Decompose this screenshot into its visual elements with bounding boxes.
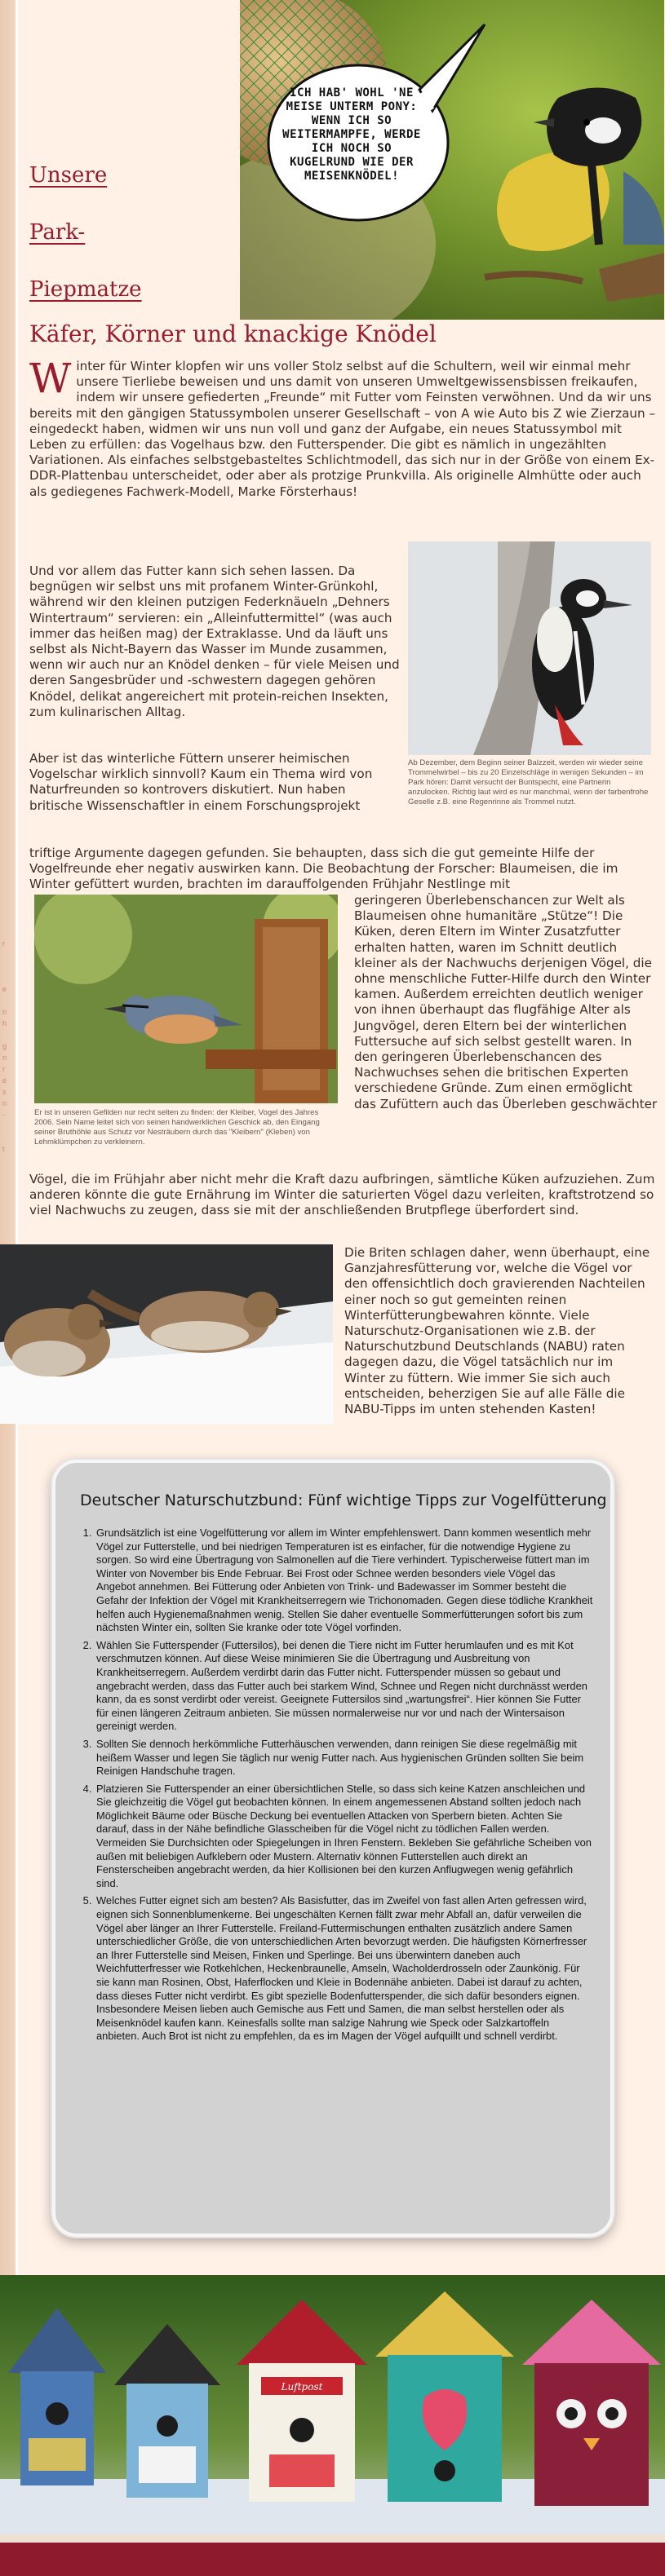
sparrows-photo bbox=[0, 1244, 333, 1424]
nuthatch-photo bbox=[34, 895, 338, 1103]
left-margin-strip bbox=[0, 0, 18, 2275]
paragraph-1: inter für Winter klopfen wir uns voller Stolz selbst auf die Schultern, weil wir einmal mehr unsere Tierliebe beweisen und uns damit von unseren Umweltgewissensbissen freikaufen, indem wir unsere gefiederten „Freunde“ mit Futter vom Feinsten verwöhnen. Und da wir uns bereits mit den gängigen Statussymbolen unserer Gesellschaft – von A wie Auto bis Z wie Zierzaun – eingedeckt haben, widmen wir uns nun voll und ganz der Aufgabe, ein neues Statussymbol mit Leben zu erfüllen: das Vogelhaus bzw. den Futterspender. Die gibt es nämlich in ungezählten Variationen. Als einfaches selbstgebasteltes Schlichtmodell, das sich nur in der Größe von einem Ex-DDR-Plattenbau unterscheidet, oder aber als protzige Prunkvilla. Als originelle Almhütte oder auch als gediegenes Fachwerk-Modell, Marke Försterhaus! bbox=[29, 359, 656, 499]
tip-item: 3. Sollten Sie dennoch herkömmliche Futterhäuschen verwenden, dann reinigen Sie diese regelmäßig mit heißem Wasser und legen Sie täglich nur wenig Futter nach. Aus hygienischen Gründen sollten Sie beim Reinigen Handschuhe tragen. bbox=[95, 1738, 594, 1778]
paragraph-2: Und vor allem das Futter kann sich sehen lassen. Da begnügen wir selbst uns mit profanem Winter-Grünkohl, während wir den kleinen putzigen Federknäueln „Dehners Wintertraum“ servieren: ein „Alleinfuttermittel“ (was auch immer das heißen mag) der Extraklasse. Und da läuft uns selbst als Nicht-Bayern das Wasser im Munde zusammen, wenn wir auch nur an Knödel denken – für viele Meisen und deren Sangesbrüder und -schwestern dagegen gehören Knödel, delikat angereichert mit protein-reichen Insekten, zum kulinarischen Alltag. bbox=[29, 563, 400, 719]
paragraph-3c: geringeren Überlebenschancen zur Welt als Blaumeisen ohne humanitäre „Stütze“! Die Küken, deren Eltern im Winter Zusatzfutter erhalten hatten, waren im Schnitt deutlich kleiner als der Nachwuchs derjenigen Vögel, die ohne menschliche Futter-Hilfe durch den Winter kamen. Außerdem erreichten deutlich weniger von ihnen überhaupt das flugfähige Alter als Jungvögel, deren Eltern bei der winterlichen Futtersuche auf sich selbst gestellt waren. In den geringeren Überlebenschancen des Nachwuchses sehen die britischen Experten verschiedene Gründe. Zum einen ermöglicht das Zufüttern auch das Überleben geschwächter bbox=[354, 893, 658, 1111]
drop-cap: W bbox=[29, 355, 72, 402]
nabu-tips-box bbox=[52, 1460, 614, 2237]
footer-band bbox=[0, 2534, 665, 2576]
paragraph-3d-block bbox=[29, 1172, 658, 1219]
paragraph-3a: Aber ist das winterliche Füttern unserer heimischen Vogelschar wirklich sinnvoll? Kaum ein Thema wird von Naturfreunden so kontrovers diskutiert. Nun haben britische Wissenschaftler in einem Forschungsprojekt bbox=[29, 751, 373, 813]
left-strip-fragments: r e n h g n r e s n - t bbox=[2, 939, 7, 1153]
paragraph-4: Die Briten schlagen daher, wenn überhaupt, eine Ganzjahresfütterung vor, welche die Vögel vor den offensichtlich doch gravierenden Nachteilen einer noch so gut gemeinten reinen Winterfütterungbewahren könnte. Viele Naturschutz-Organisationen wie z.B. der Naturschutzbund Deutschlands (NABU) raten dagegen dazu, die Vögel tatsächlich nur im Winter zu füttern. Wie immer Sie sich auch entscheiden, beherzigen Sie auf alle Fälle die NABU-Tipps im unten stehenden Kasten! bbox=[344, 1245, 650, 1417]
tips-heading: Deutscher Naturschutzbund: Fünf wichtige Tipps zur Vogelfütterung bbox=[80, 1491, 607, 1509]
nuthatch-caption: Er ist in unseren Gefilden nur recht selten zu finden: der Kleiber, Vogel des Jahres 2006. Sein Name leitet sich von seinen handwerklichen Geschick ab, den Eingang seiner Bruthöhle aus Schutz vor Nesträubern durch das "Kleibern" (Kleben) von Lehmklümpchen zu verkleinern. bbox=[34, 1108, 320, 1147]
tip-item: 1. Grundsätzlich ist eine Vogelfütterung vor allem im Winter empfehlenswert. Dann kommen wesentlich mehr Vögel zur Futterstelle, und bei niedrigen Temperaturen ist es einfacher, für die notwendige Hygiene zu sorgen. So wird eine Übertragung von Salmonellen auf die Tiere verhindert. Typischerweise füttert man im Winter von November bis Ende Februar. Bei Frost oder Schnee werden besonders viele Vögel das Angebot annehmen. Bei Fütterung oder Anbieten von Trink- und Badewasser im Sommer besteht die Gefahr der Infektion der Vögel mit Krankheitserregern wie Trichonomaden. Gegen diese tödliche Krankheit helfen auch Hygienemaßnahmen wenig. Stellen Sie daher eventuelle Sommerfütterungen sofort bis zum nächsten Winter ein, sollten Sie kranke oder tote Vögel vorfinden. bbox=[95, 1527, 594, 1635]
paragraph-3c-block bbox=[354, 893, 658, 1112]
tip-item: 2. Wählen Sie Futterspender (Futtersilos), bei denen die Tiere nicht im Futter herumlaufen und es mit Kot verschmutzen können. Auf diese Weise minimieren Sie die Übertragung und Ausbreitung von Krankheitserregern. Außerdem verdirbt darin das Futter nicht. Futterspender müssen so gebaut und angebracht werden, dass das Futter auch bei starkem Wind, Schnee und Regen nicht durchnässt werden kann, da es sonst verdirbt oder vereist. Geeignete Futtersilos sind „wartungsfrei“. Hier können Sie Futter für einen längeren Zeitraum anbieten. Sie müssen normalerweise nur vor und nach der Wintersaison gereinigt werden. bbox=[95, 1639, 594, 1734]
birdhouse-sign: Luftpost bbox=[281, 2381, 323, 2393]
tips-list bbox=[80, 1527, 594, 2048]
paragraph-3b-block bbox=[29, 846, 658, 893]
side-heading-unsere: Unsere bbox=[29, 163, 108, 188]
woodpecker-photo bbox=[408, 541, 651, 755]
paragraph-3d: Vögel, die im Frühjahr aber nicht mehr die Kraft dazu aufbringen, sämtliche Küken aufzuziehen. Zum anderen könnte die gute Ernährung im Winter die saturierten Vögel dazu verleiten, kraftstrotzend so viel Nachwuchs zu zeugen, dass sie mit der anschließenden Brutpflege überfordert sind. bbox=[29, 1172, 655, 1218]
paragraph-4-block bbox=[344, 1245, 658, 1417]
paragraph-3b: triftige Argumente dagegen gefunden. Sie behaupten, dass sich die gut gemeinte Hilfe der Vogelfreunde eher negativ auswirken kann. Die Beobachtung der Forscher: Blaumeisen, die im Winter gefüttert wurden, brachten im darauffolgenden Frühjahr Nestlinge mit bbox=[29, 846, 618, 892]
article-title: Käfer, Körner und knackige Knödel bbox=[29, 320, 437, 347]
article-page bbox=[18, 0, 665, 2275]
tip-item: 5. Welches Futter eignet sich am besten? Als Basisfutter, das im Zweifel von fast allen Arten gefressen wird, eignen sich Sonnenblumenkerne. Bei ungeschälten Kernen fällt zwar mehr Abfall an, dafür verweilen die Vögel aber länger an Ihrer Futterstelle. Freiland-Futtermischungen enthalten zusätzlich andere Samen unterschiedlicher Größe, die von unterschiedlichen Arten bevorzugt werden. Die häufigsten Körnerfresser an Ihrer Futterstelle sind Meisen, Finken und Sperlinge. Bei uns überwintern daneben auch Weichfutterfresser wie Rotkehlchen, Heckenbraunelle, Amseln, Wacholderdrosseln oder Zaunkönig. Für sie kann man Rosinen, Obst, Haferflocken und Kleie in Bodennähe anbieten. Dabei ist darauf zu achten, dass dieses Futter nicht verdirbt. Es gibt spezielle Bodenfutterspender, die sich dafür besonders eignen. Insbesondere Meisen lieben auch Gemische aus Fett und Samen, die man selbst herstellen oder als Meisenknödel kaufen kann. Keinesfalls sollte man salzige Nahrung wie Speck oder Salzkartoffeln anbieten. Auch Brot ist nicht zu empfehlen, da es im Magen der Vögel aufquillt und schnell verdirbt. bbox=[95, 1894, 594, 2044]
woodpecker-caption: Ab Dezember, dem Beginn seiner Balzzeit, werden wir wieder seine Trommelwirbel – bis zu 20 Einzelschläge in wenigen Sekunden – im Park hören: Damit versucht der Buntspecht, eine Partnerin anzulocken. Richtig laut wird es nur manchmal, wenn der farbenfrohe Geselle z.B. eine Regenrinne als Trommel nutzt. bbox=[408, 758, 649, 806]
side-heading-piepmatze: Piepmatze bbox=[29, 277, 142, 302]
paragraph-2-block bbox=[29, 563, 401, 720]
paragraph-3a-block bbox=[29, 751, 401, 814]
intro-paragraph bbox=[29, 355, 658, 500]
birdhouses-photo bbox=[0, 2275, 665, 2576]
tip-item: 4. Platzieren Sie Futterspender an einer übersichtlichen Stelle, so dass sich keine Katzen anschleichen und Sie gleichzeitig die Vögel gut beobachten können. In einem angemessenen Abstand sollten jedoch nach Möglichkeit Bäume oder Büsche Deckung bei eventuellen Attacken von Sperbern bieten. Achten Sie darauf, dass in der Nähe befindliche Glasscheiben für die Vögel nicht zu tödlichen Fallen werden. Vermeiden Sie Durchsichten oder Spiegelungen in Ihren Fenstern. Bekleben Sie gefährliche Scheiben von außen mit beliebigen Aufklebern oder Mustern. Alternativ können Futterstellen auch direkt an Fensterscheiben angebracht werden, da hier Kollisionen bei den kurzen Anflugwegen wenig gefährlich sind. bbox=[95, 1783, 594, 1891]
side-heading-park: Park- bbox=[29, 220, 86, 245]
speech-bubble-text: ICH HAB' WOHL 'NE MEISE UNTERM PONY: WENN ICH SO WEITERMAMPFE, WERDE ICH NOCH SO KUGELRUND WIE DER MEISENKNÖDEL! bbox=[282, 86, 421, 183]
